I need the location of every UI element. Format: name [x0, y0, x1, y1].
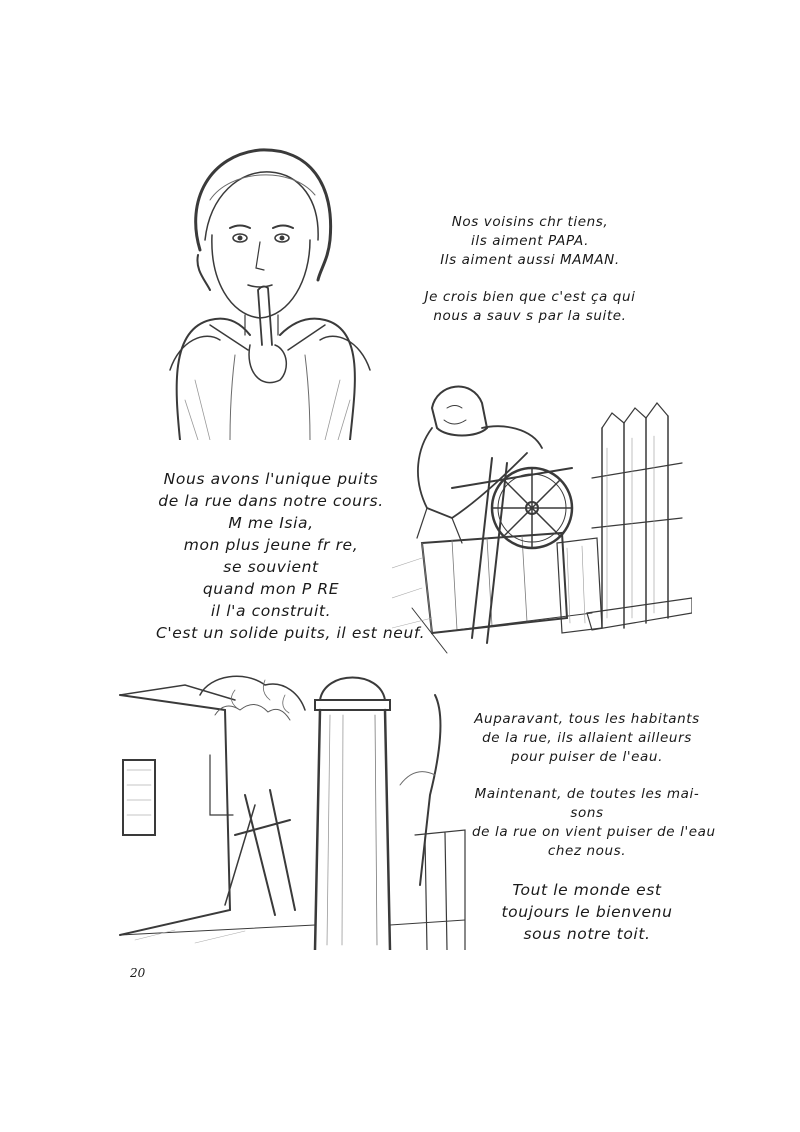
- text-line: de la rue, ils allaient ailleurs: [482, 730, 692, 746]
- woman-at-well-illustration: [392, 368, 692, 658]
- text-line: mon plus jeune fr re,: [183, 536, 359, 554]
- text-line: ils aiment PAPA.: [471, 233, 589, 249]
- text-block-neighbours: [420, 213, 640, 326]
- text-line: Tout le monde est: [512, 881, 662, 899]
- text-block-well: [156, 468, 426, 644]
- text-line: de la rue on vient puiser de l'eau: [472, 824, 716, 840]
- text-line: Auparavant, tous les habitants: [474, 711, 700, 727]
- text-line: Maintenant, de toutes les mai-: [474, 786, 700, 802]
- text-line: sous notre toit.: [523, 925, 651, 943]
- text-line: Nous avons l'unique puits: [163, 470, 379, 488]
- text-line: Ils aiment aussi MAMAN.: [440, 252, 620, 268]
- text-line: Je crois bien que c'est ça qui: [424, 289, 636, 305]
- text-line: se souvient: [223, 558, 319, 576]
- courtyard-well-illustration: [115, 655, 470, 950]
- text-line: chez nous.: [547, 843, 627, 859]
- text-line: il l'a construit.: [210, 602, 332, 620]
- text-line: M me Isia,: [228, 514, 314, 532]
- text-line: pour puiser de l'eau.: [511, 749, 663, 765]
- text-block-neighbours-water: [472, 710, 716, 945]
- page-number: 20: [130, 966, 146, 980]
- girl-portrait-illustration: [150, 140, 390, 440]
- text-line: nous a sauv s par la suite.: [433, 308, 627, 324]
- text-line: Nos voisins chr tiens,: [451, 214, 609, 230]
- text-line: C'est un solide puits, il est neuf.: [156, 624, 426, 642]
- text-line: toujours le bienvenu: [501, 903, 673, 921]
- text-line: de la rue dans notre cours.: [158, 492, 384, 510]
- text-line: quand mon P RE: [202, 580, 340, 598]
- text-line: sons: [570, 805, 604, 821]
